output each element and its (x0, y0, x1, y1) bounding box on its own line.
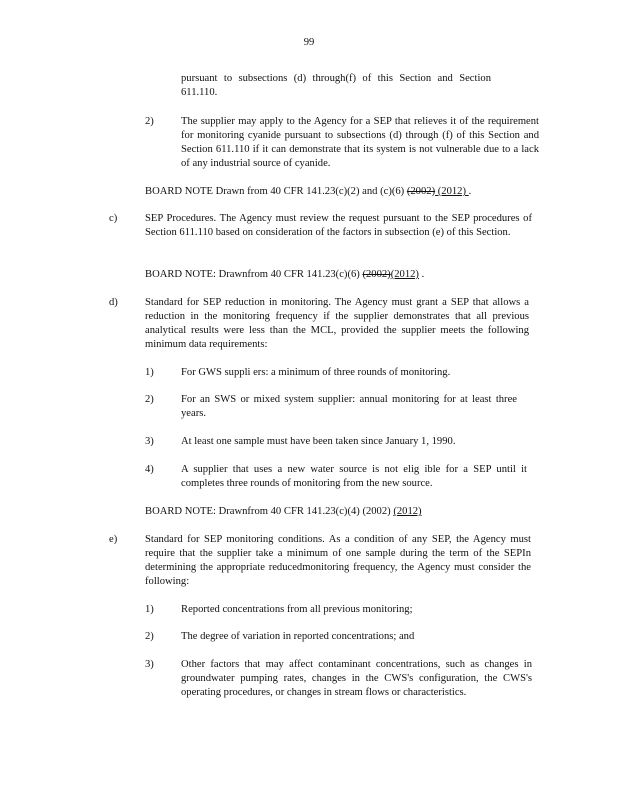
board-note-1-inserted: (2012) (435, 186, 469, 197)
section-d-item-1-text: For GWS suppli ers: a minimum of three rounds of monitoring. (181, 367, 451, 378)
item-2-text: The supplier may apply to the Agency for a SEP that relieves it of the requirement for monitoring cyanide pursuant to subsections (d) through (f) of this Section and Section 611.110 if it can demonstrate that its system is not vulnerable due to a lack of any industrial source of cyanide. (181, 116, 539, 169)
board-note-2-text: BOARD NOTE: Drawnfrom 40 CFR 141.23(c)(6) (145, 269, 363, 280)
section-d-label: d) (109, 297, 118, 308)
continuation-text: pursuant to subsections (d) through(f) of this Section and Section 611.110. (181, 73, 491, 98)
section-e-item-1-text: Reported concentrations from all previous monitoring; (181, 604, 413, 615)
section-d-text: Standard for SEP reduction in monitoring. The Agency must grant a SEP that allows a reduction in the monitoring frequency if the supplier demonstrates that all previous analytical results were less than the MCL, provided the supplier meets the following minimum data requirements: (145, 297, 529, 350)
section-e-item-3-label: 3) (145, 659, 154, 670)
section-c-text: SEP Procedures. The Agency must review the request pursuant to the SEP procedures of Section 611.110 based on consideration of the factors in subsection (e) of this Section. (145, 213, 532, 238)
section-e-item-2-text: The degree of variation in reported concentrations; and (181, 631, 415, 642)
section-d-item-2-text: For an SWS or mixed system supplier: annual monitoring for at least three years. (181, 394, 517, 419)
board-note-2 (145, 268, 424, 282)
board-note-3 (145, 505, 422, 519)
board-note-2-deleted: (2002) (362, 269, 391, 280)
section-d-item-3-label: 3) (145, 436, 154, 447)
section-d-item-3-text: At least one sample must have been taken since January 1, 1990. (181, 436, 456, 447)
board-note-3-text: BOARD NOTE: Drawnfrom 40 CFR 141.23(c)(4) (2002) (145, 506, 394, 517)
board-note-1-deleted: (2002) (406, 186, 436, 197)
section-e-item-2-label: 2) (145, 631, 154, 642)
board-note-3-inserted: (2012) (393, 506, 422, 517)
section-e-label: e) (109, 534, 118, 545)
section-d-item-1-label: 1) (145, 367, 154, 378)
section-c-label: c) (109, 213, 118, 224)
board-note-2-suffix: . (418, 269, 425, 280)
section-d-item-4-label: 4) (145, 464, 154, 475)
section-e-text: Standard for SEP monitoring conditions. As a condition of any SEP, the Agency must require that the supplier take a minimum of one sample during the term of the SEPIn determining the appropriate reducedmonitoring frequency, the Agency must consider the following: (145, 534, 531, 587)
item-2-label: 2) (145, 116, 154, 127)
board-note-1-text: BOARD NOTE Drawn from 40 CFR 141.23(c)(2) and (c)(6) (145, 186, 407, 197)
section-d-item-2-label: 2) (145, 394, 154, 405)
board-note-2-inserted: (2012) (390, 269, 419, 280)
board-note-1 (145, 185, 471, 199)
section-e-item-1-label: 1) (145, 604, 154, 615)
page-number: 99 (303, 37, 315, 48)
board-note-1-suffix: . (468, 186, 472, 197)
section-d-item-4-text: A supplier that uses a new water source is not elig ible for a SEP until it completes three rounds of monitoring from the new source. (181, 464, 527, 489)
section-e-item-3-text: Other factors that may affect contaminant concentrations, such as changes in groundwater pumping rates, changes in the CWS's configuration, the CWS's operating procedures, or changes in stream flows or characteristics. (181, 659, 532, 698)
